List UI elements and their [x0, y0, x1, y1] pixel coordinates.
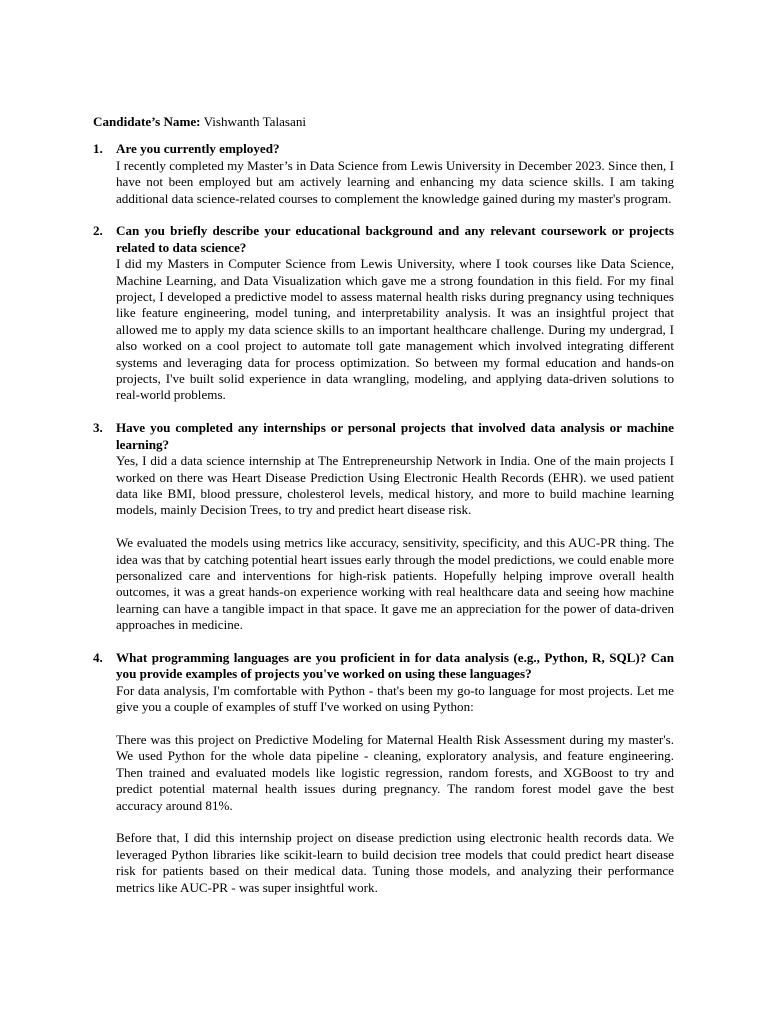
answer-paragraph: Before that, I did this internship project on disease prediction using electronic health records data. We leveraged Python libraries like scikit-learn to build decision tree models that could predict heart disease risk for patients based on their medical data. Tuning those models, and analyzing their performance metrics like AUC-PR - was super insightful work.: [116, 830, 674, 895]
question-list: [93, 141, 674, 896]
question-text: Are you currently employed?: [116, 141, 280, 157]
question-text: What programming languages are you proficient in for data analysis (e.g., Python, R, SQL)? Can you provide examples of projects you've worked on using these languages?: [116, 649, 674, 682]
answer-paragraph: I recently completed my Master’s in Data Science from Lewis University in December 2023. Since then, I have not been employed but am actively learning and enhancing my data science skills. I am taking additional data science-related courses to complement the knowledge gained during my master's program.: [116, 157, 674, 206]
answer-paragraph: There was this project on Predictive Modeling for Maternal Health Risk Assessment during my master's. We used Python for the whole data pipeline - cleaning, exploratory analysis, and feature engineering. Then trained and evaluated models like logistic regression, random forests, and XGBoost to try and predict potential maternal health issues during pregnancy. The random forest model gave the best accuracy around 81%.: [116, 731, 674, 813]
answer-paragraph: I did my Masters in Computer Science from Lewis University, where I took courses like Data Science, Machine Learning, and Data Visualization which gave me a strong foundation in this field. For my final project, I developed a predictive model to assess maternal health risks during pregnancy using techniques like feature engineering, model tuning, and interpretability analysis. It was an insightful project that allowed me to apply my data science skills to an important healthcare challenge. During my undergrad, I also worked on a cool project to automate toll gate management which involved integrating different systems and leveraging data for process optimization. So between my formal education and hands-on projects, I've built solid experience in data wrangling, modeling, and applying data-driven solutions to real-world problems.: [116, 256, 674, 403]
candidate-name: Vishwanth Talasani: [203, 114, 306, 129]
answer-paragraph: For data analysis, I'm comfortable with Python - that's been my go-to language for most projects. Let me give you a couple of examples of stuff I've worked on using Python:: [116, 682, 674, 715]
question-item-3: [93, 420, 674, 633]
candidate-line: [93, 114, 674, 130]
question-number: 4.: [93, 649, 103, 665]
question-number: 3.: [93, 420, 103, 436]
question-number: 1.: [93, 141, 103, 157]
answer-paragraph: We evaluated the models using metrics like accuracy, sensitivity, specificity, and this AUC-PR thing. The idea was that by catching potential heart issues early through the model predictions, we could enable more personalized care and interventions for high-risk patients. Hopefully helping improve overall health outcomes, it was a great hands-on experience working with real healthcare data and seeing how machine learning can have a tangible impact in that space. It gave me an appreciation for the power of data-driven approaches in medicine.: [116, 535, 674, 633]
question-text: Can you briefly describe your educational background and any relevant coursework or projects related to data science?: [116, 223, 674, 255]
document-page: [93, 114, 674, 912]
answer-paragraph: Yes, I did a data science internship at The Entrepreneurship Network in India. One of the main projects I worked on there was Heart Disease Prediction Using Electronic Health Records (EHR). we used patient data like BMI, blood pressure, cholesterol levels, medical history, and more to build machine learning models, mainly Decision Trees, to try and predict heart disease risk.: [116, 453, 674, 518]
question-text: Have you completed any internships or personal projects that involved data analysis or machine learning?: [116, 420, 674, 452]
question-item-2: [93, 223, 674, 403]
question-item-1: [93, 141, 674, 207]
candidate-label: Candidate’s Name:: [93, 114, 201, 129]
question-number: 2.: [93, 223, 103, 239]
question-item-4: [93, 650, 674, 896]
